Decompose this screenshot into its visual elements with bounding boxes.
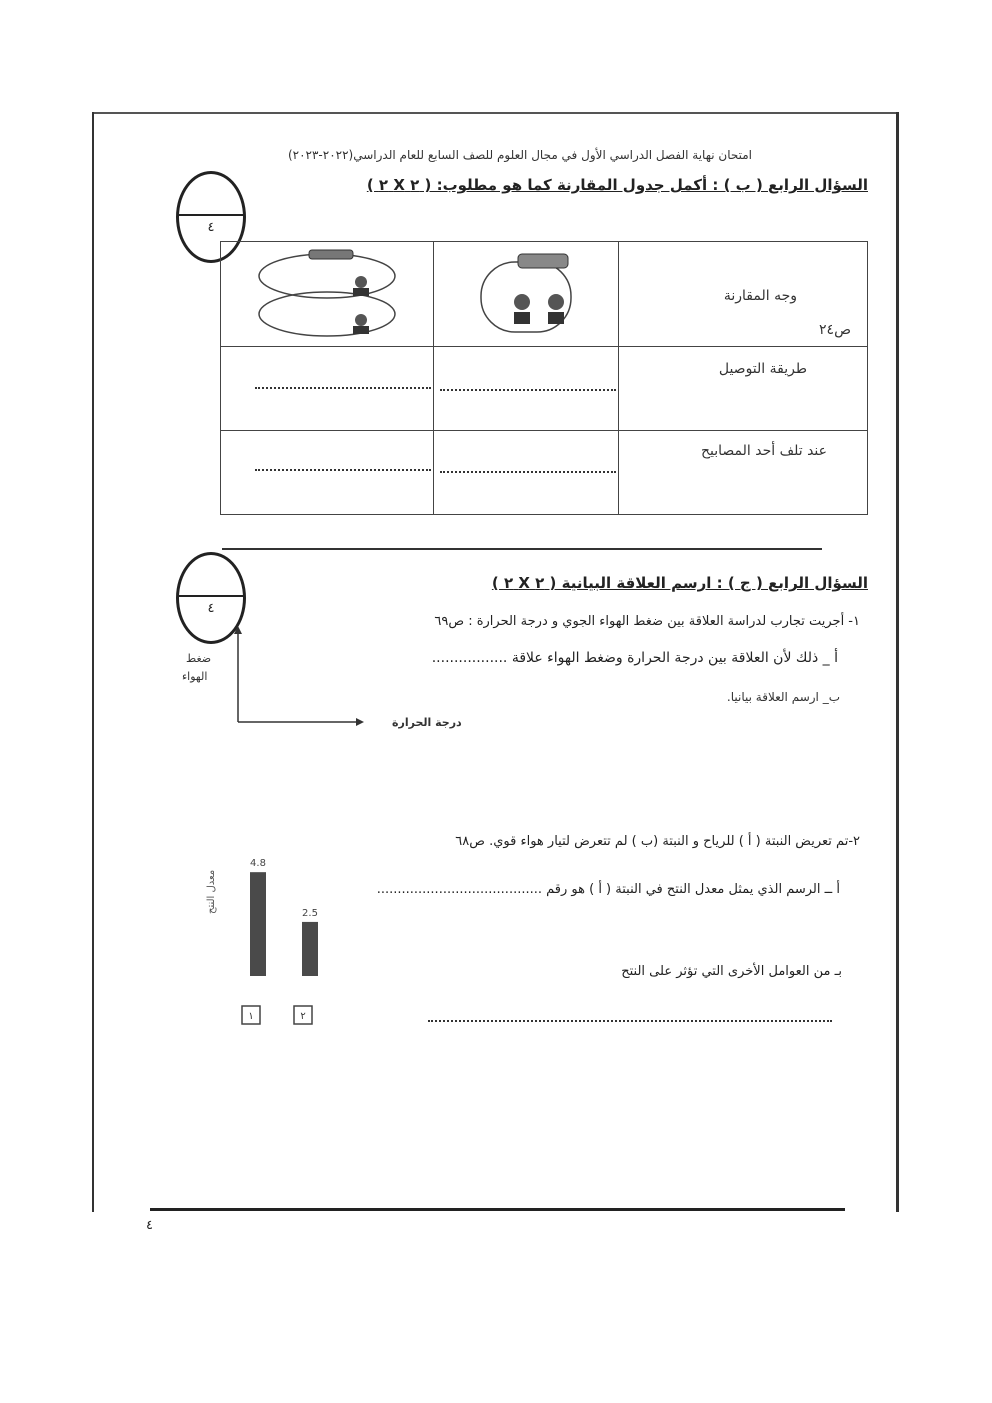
frame-bottom-border	[150, 1208, 845, 1211]
frame-left-border	[92, 112, 94, 1212]
aspect-page-ref: ص٢٤	[819, 322, 851, 338]
y-axis-label-pressure: ضغط	[186, 652, 212, 665]
y-axis-label-air: الهواء	[182, 670, 208, 683]
score-divider	[179, 214, 243, 216]
parallel-circuit-icon	[221, 242, 433, 342]
parallel-circuit-cell	[221, 242, 434, 347]
answer-dots	[440, 389, 616, 391]
empty-graph-axes[interactable]	[228, 626, 368, 730]
series-connection-answer[interactable]	[434, 347, 619, 431]
series-failure-answer[interactable]	[434, 431, 619, 515]
q4c-title: السؤال الرابع ( ج ) : ارسم العلاقة البيانية ( ٢ X ٢ )	[491, 574, 868, 592]
bar-1	[250, 872, 266, 976]
series-circuit-cell	[434, 242, 619, 347]
item2-text: ٢-تم تعريض النبتة ( أ ) للرياح و النبتة (ب ) لم تتعرض لتيار هواء قوي. ص٦٨	[455, 834, 860, 849]
section-separator	[222, 548, 822, 550]
score-divider	[179, 595, 243, 597]
item1-part-b: ب_ ارسم العلاقة بيانيا.	[726, 690, 840, 704]
failure-label-cell	[619, 431, 868, 515]
connection-label-cell	[619, 347, 868, 431]
x-axis-label-temperature: درجة الحرارة	[392, 716, 462, 729]
category-label: ٢	[300, 1011, 306, 1022]
item1-text: ١- أجريت تجارب لدراسة العلاقة بين ضغط الهواء الجوي و درجة الحرارة : ص٦٩	[434, 614, 860, 629]
frame-top-border	[92, 112, 898, 114]
answer-dots	[255, 469, 431, 471]
frame-right-border	[896, 112, 899, 1212]
item2-answer-dots[interactable]	[428, 1020, 832, 1022]
item2-part-a[interactable]: أ ــ الرسم الذي يمثل معدل النتح في النبتة ( أ ) هو رقم ........................................	[376, 882, 840, 897]
bar-value-label: 2.5	[302, 907, 318, 919]
bar-value-label: 4.8	[250, 858, 266, 870]
q4b-title: السؤال الرابع ( ب ) : أكمل جدول المقارنة كما هو مطلوب: ( ٢ X ٢ )	[366, 176, 868, 194]
chart-ylabel: معدل النتح	[206, 869, 217, 914]
bar-2	[302, 922, 318, 976]
q4b-score: ٤	[207, 220, 215, 235]
item2-part-b: بـ من العوامل الأخرى التي تؤثر على النتح	[621, 964, 842, 979]
parallel-connection-answer[interactable]	[221, 347, 434, 431]
parallel-failure-answer[interactable]	[221, 431, 434, 515]
connection-label: طريقة التوصيل	[718, 361, 807, 377]
series-circuit-icon	[434, 242, 618, 342]
item1-part-a[interactable]: أ _ ذلك لأن العلاقة بين درجة الحرارة وضغط الهواء علاقة .................	[431, 650, 838, 666]
bulb-failure-label: عند تلف أحد المصابيح	[700, 443, 827, 459]
answer-dots	[255, 387, 431, 389]
exam-header: امتحان نهاية الفصل الدراسي الأول في مجال العلوم للصف السابع للعام الدراسي(٢٠٢٢-٢٠٢٣)	[287, 148, 752, 162]
category-label: ١	[248, 1011, 254, 1022]
aspect-label: وجه المقارنة	[723, 288, 797, 304]
answer-dots	[440, 471, 616, 473]
q4c-score: ٤	[207, 601, 215, 616]
page-number: ٤	[146, 1218, 153, 1233]
transpiration-chart	[236, 840, 336, 1040]
comparison-table	[220, 241, 868, 515]
aspect-cell	[619, 242, 868, 347]
